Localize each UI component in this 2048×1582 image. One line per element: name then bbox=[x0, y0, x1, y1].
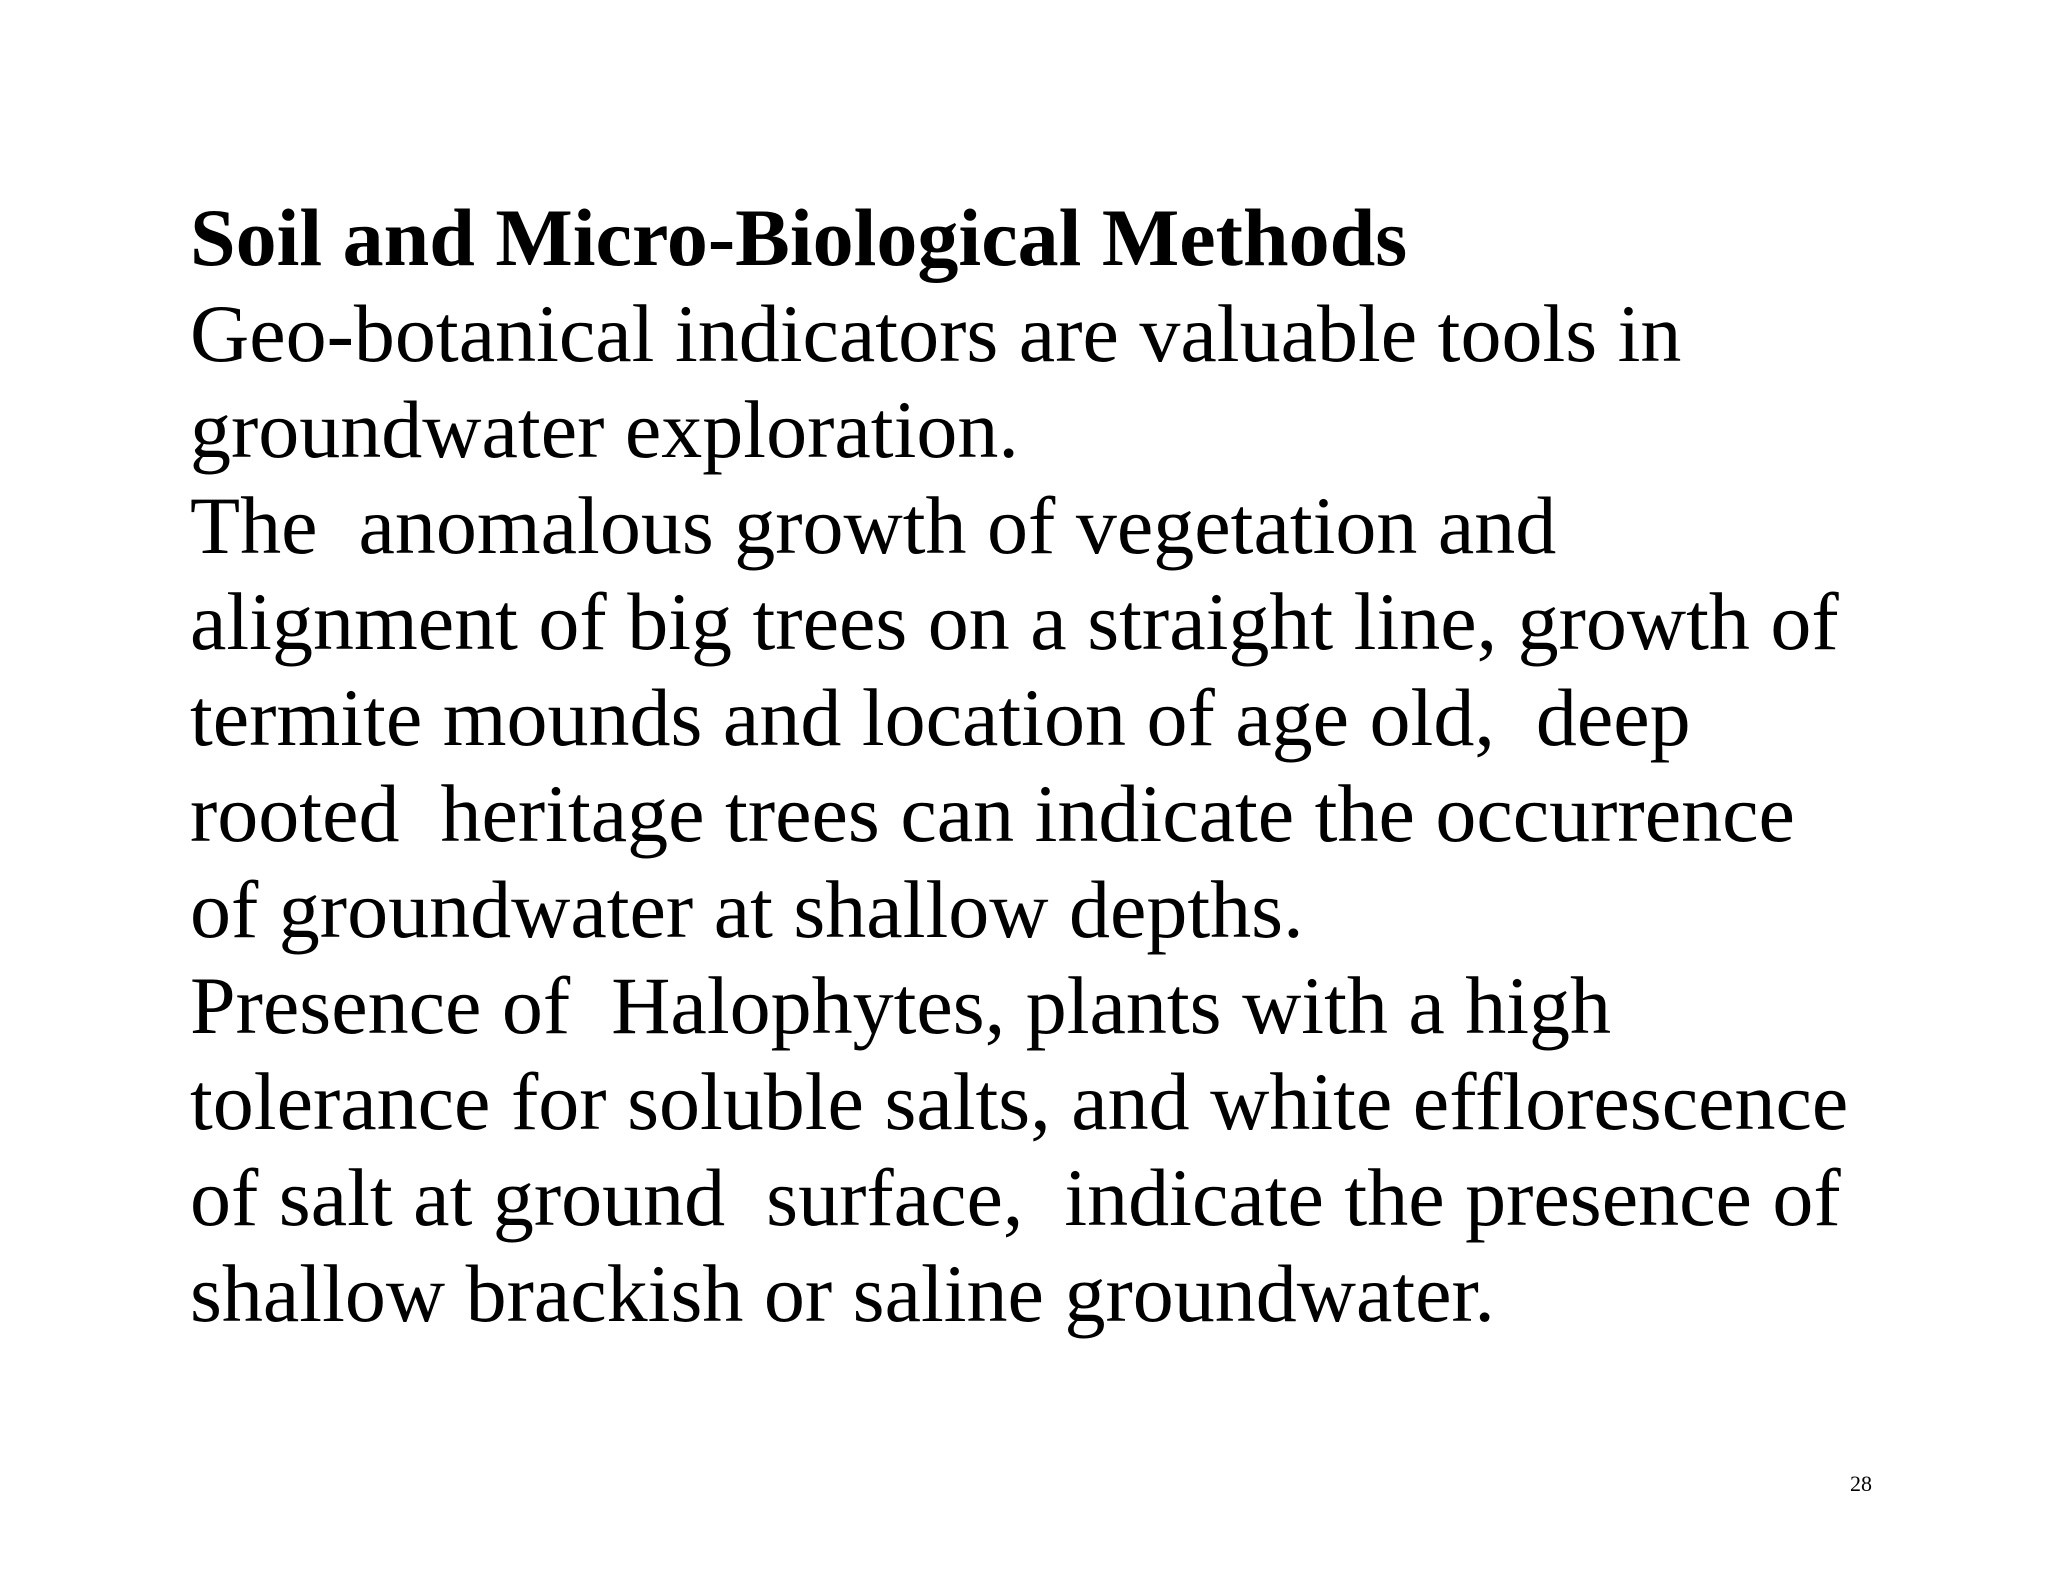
body-line: of groundwater at shallow depths. bbox=[190, 864, 1304, 955]
body-line: Geo-botanical indicators are valuable tools in bbox=[190, 288, 1682, 379]
body-line: shallow brackish or saline groundwater. bbox=[190, 1248, 1495, 1339]
body-line: alignment of big trees on a straight line, growth of bbox=[190, 576, 1839, 667]
page-number: 28 bbox=[1850, 1471, 1872, 1496]
body-line: termite mounds and location of age old, deep bbox=[190, 672, 1691, 763]
slide-title: Soil and Micro-Biological Methods bbox=[190, 192, 1408, 283]
body-line: Presence of Halophytes, plants with a high bbox=[190, 960, 1612, 1051]
body-line: rooted heritage trees can indicate the occurrence bbox=[190, 768, 1795, 859]
body-line: tolerance for soluble salts, and white efflorescence bbox=[190, 1056, 1849, 1147]
slide-content bbox=[190, 190, 1950, 1342]
body-line: The anomalous growth of vegetation and bbox=[190, 480, 1557, 571]
body-line: groundwater exploration. bbox=[190, 384, 1019, 475]
body-line: of salt at ground surface, indicate the presence of bbox=[190, 1152, 1841, 1243]
